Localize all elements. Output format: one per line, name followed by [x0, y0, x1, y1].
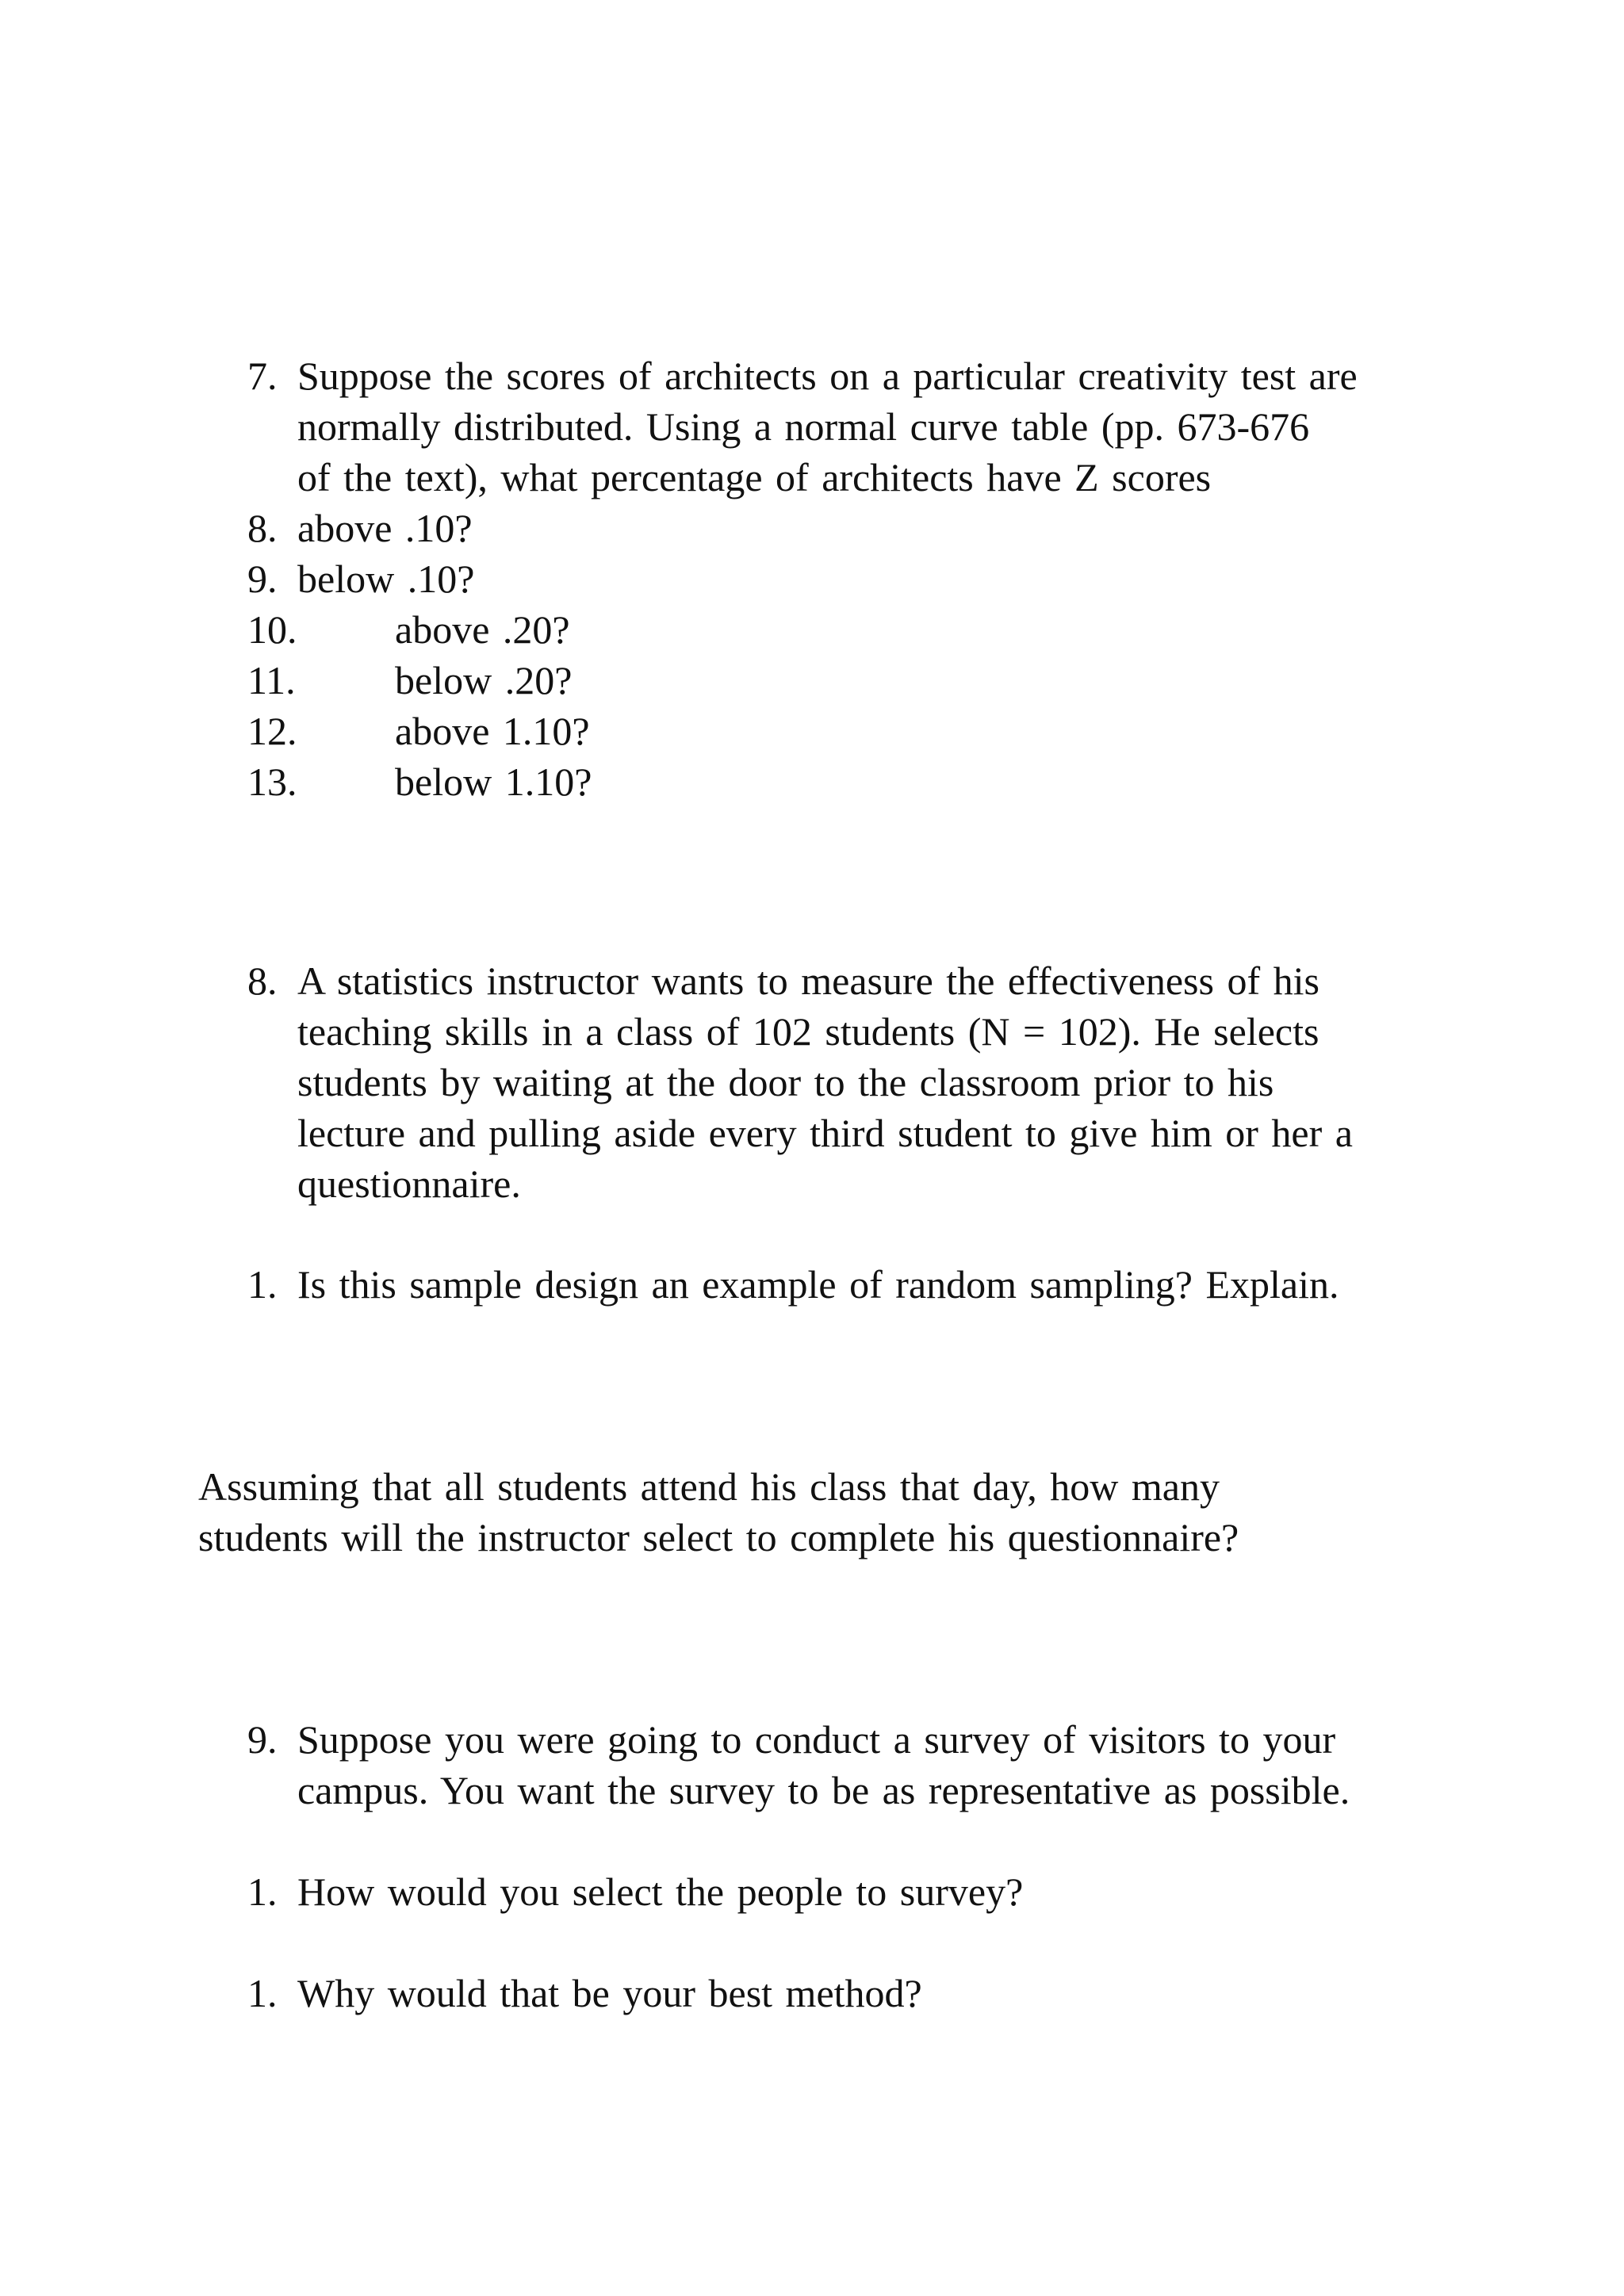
q7-subitem-text: above .10? [297, 506, 473, 550]
q9-subitem-text: Why would that be your best method? [297, 1971, 922, 2015]
q7-subitem-text: above 1.10? [395, 709, 590, 753]
q7-subitem-number: 11. [247, 658, 296, 702]
q9-subitem-number: 1. [247, 1971, 278, 2015]
q7-line-3: of the text), what percentage of architects have Z scores [297, 455, 1212, 499]
q7-line-1: Suppose the scores of architects on a particular creativity test are [297, 354, 1358, 398]
q8-followup-line-2: students will the instructor select to complete his questionnaire? [198, 1515, 1239, 1559]
q8-line-5: questionnaire. [297, 1161, 521, 1206]
q7-subitem-number: 12. [247, 709, 297, 753]
q7-subitem-number: 13. [247, 760, 297, 804]
q7-number: 7. [247, 354, 278, 398]
q9-line-2: campus. You want the survey to be as representative as possible. [297, 1768, 1350, 1812]
q7-subitem-number: 9. [247, 557, 278, 601]
q8-number: 8. [247, 959, 278, 1003]
q7-subitem-text: above .20? [395, 607, 570, 652]
q8-line-1: A statistics instructor wants to measure the effectiveness of his [297, 959, 1320, 1003]
q7-subitem-text: below .10? [297, 557, 475, 601]
q7-subitem-text: below 1.10? [395, 760, 592, 804]
q7-subitem-text: below .20? [395, 658, 573, 702]
q9-number: 9. [247, 1717, 278, 1762]
q8-line-4: lecture and pulling aside every third student to give him or her a [297, 1111, 1353, 1155]
q9-subitem-number: 1. [247, 1869, 278, 1914]
q7-line-2: normally distributed. Using a normal curve table (pp. 673-676 [297, 404, 1310, 449]
q8-line-3: students by waiting at the door to the classroom prior to his [297, 1060, 1274, 1104]
q7-subitem-number: 10. [247, 607, 297, 652]
q8-subitem-number: 1. [247, 1262, 278, 1307]
q9-subitem-text: How would you select the people to survey? [297, 1869, 1024, 1914]
q7-subitem-number: 8. [247, 506, 278, 550]
q8-line-2: teaching skills in a class of 102 students (N = 102). He selects [297, 1009, 1320, 1054]
q8-subitem-text: Is this sample design an example of random sampling? Explain. [297, 1262, 1339, 1307]
q9-line-1: Suppose you were going to conduct a survey of visitors to your [297, 1717, 1336, 1762]
q8-followup-line-1: Assuming that all students attend his class that day, how many [198, 1464, 1220, 1509]
